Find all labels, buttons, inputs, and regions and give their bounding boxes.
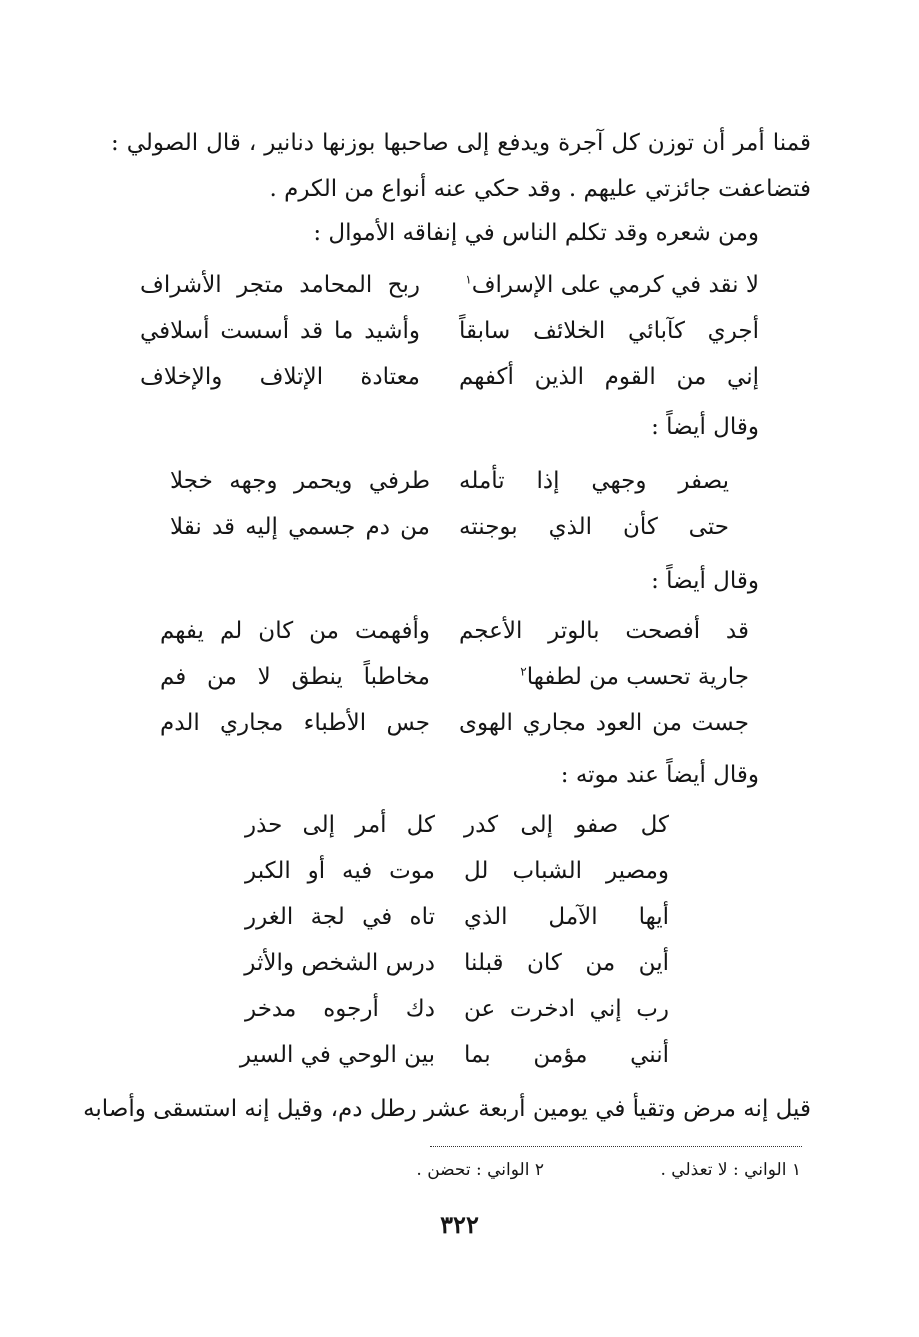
prose-line-1: قمنا أمر أن توزن كل آجرة ويدفع إلى صاحبها بوزنها دنانير ، قال الصولي : [111, 130, 811, 156]
poem3-verse1-left: وأفهمت من كان لم يفهم [160, 618, 430, 644]
poem3-verse1-right: قد أفصحت بالوتر الأعجم [459, 618, 749, 644]
poem2-verse1-left: طرفي ويحمر وجهه خجلا [170, 468, 430, 494]
poem4-verse2-left: موت فيه أو الكبر [245, 858, 435, 884]
heading-4: وقال أيضاً عند موته : [560, 762, 759, 788]
prose-line-2: فتضاعفت جائزتي عليهم . وقد حكي عنه أنواع من الكرم . [269, 176, 811, 202]
poem4-verse5-right: رب إني ادخرت عن [464, 996, 669, 1022]
prose-line-3: ومن شعره وقد تكلم الناس في إنفاقه الأموال : [313, 220, 759, 246]
poem4-verse4-right: أين من كان قبلنا [464, 950, 669, 976]
footnote-divider [430, 1146, 802, 1147]
closing-line: قيل إنه مرض وتقيأ في يومين أربعة عشر رطل دم، وقيل إنه استسقى وأصابه [83, 1096, 811, 1122]
footnote-1-text: الواني : لا تعذلي . [660, 1160, 787, 1180]
poem4-verse6-right: أنني مؤمن بما [464, 1042, 669, 1068]
poem1-verse2-left: وأشيد ما قد أسست أسلافي [140, 318, 420, 344]
poem4-verse5-left: دك أرجوه مدخر [245, 996, 435, 1022]
poem1-verse3-left: معتادة الإتلاف والإخلاف [140, 364, 420, 390]
poem1-verse3-right: إني من القوم الذين أكفهم [459, 364, 759, 390]
footnote-marker-1: ١ [465, 272, 472, 287]
footnote-1 [660, 1158, 801, 1182]
poem1-verse2-right: أجري كآبائي الخلائف سابقاً [459, 318, 759, 344]
poem4-verse3-left: تاه في لجة الغرر [245, 904, 435, 930]
poem2-verse2-right: حتى كأن الذي بوجنته [459, 514, 729, 540]
poem3-verse2-right: جارية تحسب من لطفها$^٢$ [520, 664, 749, 690]
poem2-verse2-left: من دم جسمي إليه قد نقلا [170, 514, 430, 540]
footnote-2-text: الواني : تحضن . [416, 1160, 530, 1180]
poem3-verse2-left: مخاطباً ينطق لا من فم [160, 664, 430, 690]
poem4-verse2-right: ومصير الشباب لل [464, 858, 669, 884]
poem4-verse3-right: أيها الآمل الذي [464, 904, 669, 930]
poem4-verse1-left: كل أمر إلى حذر [245, 812, 435, 838]
footnote-2 [416, 1158, 544, 1182]
footnote-2-number: ٢ [534, 1160, 544, 1180]
poem4-verse6-left: بين الوحي في السير [239, 1042, 435, 1068]
page-number: ٣٢٢ [440, 1210, 479, 1239]
poem4-verse4-left: درس الشخص والأثر [244, 950, 435, 976]
footnote-1-number: ١ [791, 1160, 801, 1180]
heading-2: وقال أيضاً : [651, 414, 759, 440]
footnote-marker-2: ٢ [520, 664, 527, 679]
poem3-verse3-right: جست من العود مجاري الهوى [459, 710, 749, 736]
poem3-verse3-left: جس الأطباء مجاري الدم [160, 710, 430, 736]
poem2-verse1-right: يصفر وجهي إذا تأمله [459, 468, 729, 494]
poem1-verse1-left: ربح المحامد متجر الأشراف [140, 272, 420, 298]
poem4-verse1-right: كل صفو إلى كدر [464, 812, 669, 838]
poem1-verse1-right: لا نقد في كرمي على الإسراف$^١$ [465, 272, 759, 298]
heading-3: وقال أيضاً : [651, 568, 759, 594]
